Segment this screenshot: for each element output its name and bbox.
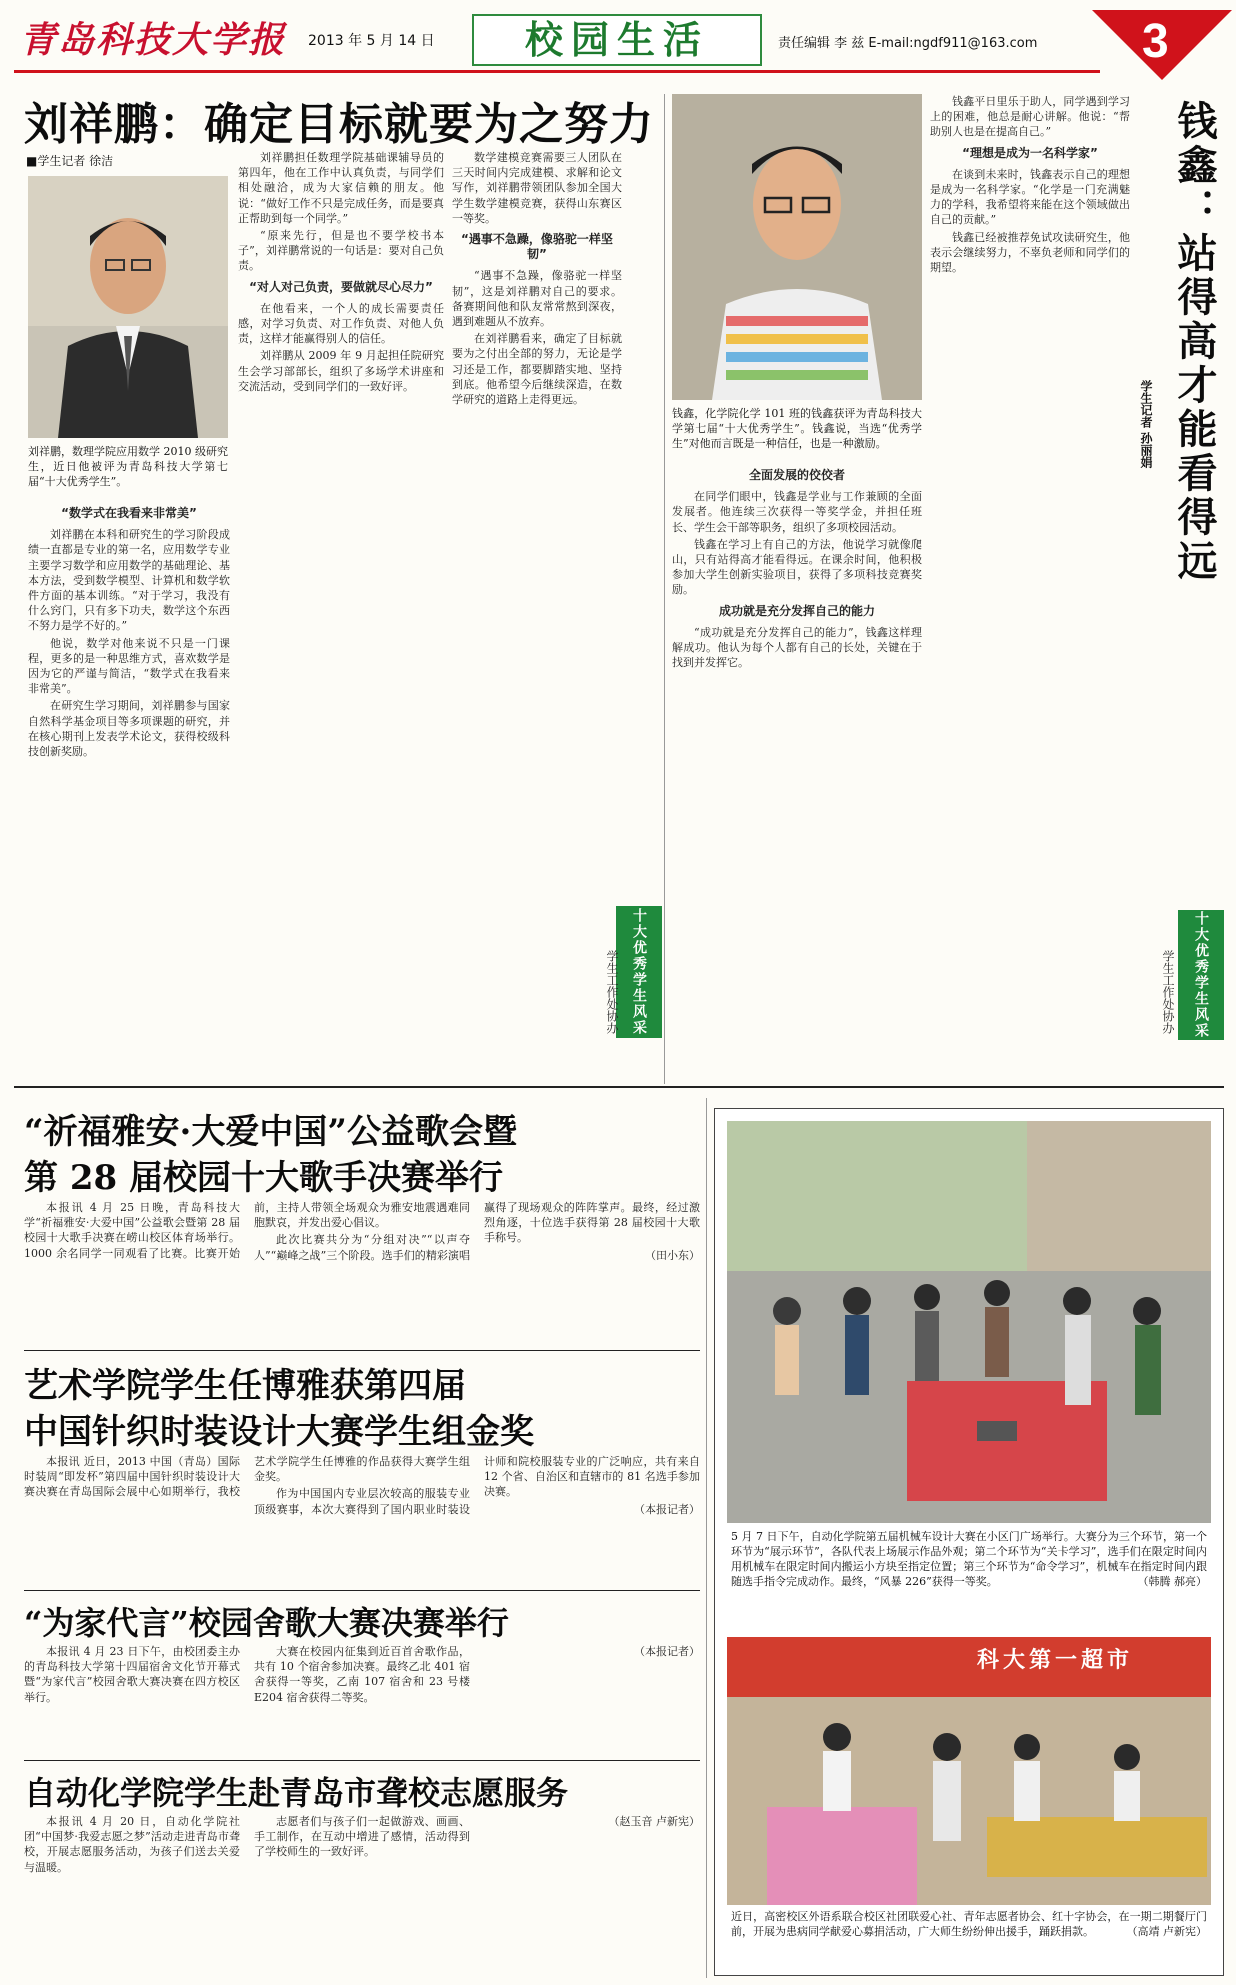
story1-column-3 <box>452 150 622 1072</box>
paragraph: 数学建模竞赛需要三人团队在三天时间内完成建模、求解和论文写作，刘祥鹏带领团队参加全国大学生数学建模竞赛，获得山东赛区一等奖。 <box>452 151 622 225</box>
paragraph: “遇事不急躁，像骆驼一样坚韧”，这是刘祥鹏对自己的要求。备赛期间他和队友常常熬到深夜，遇到难题从不放弃。 <box>452 269 622 329</box>
story4-headline-line2: 中国针织时装设计大赛学生组金奖 <box>24 1412 534 1452</box>
photo-caption-2 <box>731 1909 1207 1971</box>
paragraph: 在他看来，一个人的成长需要责任感，对学习负责、对工作负责、对他人负责，这样才能赢得别人的信任。 <box>238 301 444 346</box>
story1-headline: 刘祥鹏：确定目标就要为之努力 <box>24 99 654 150</box>
editor-info: 责任编辑 李 兹 E-mail:ngdf911@163.com <box>778 36 1038 51</box>
story2-subhead-2: 成功就是充分发挥自己的能力 <box>718 603 875 618</box>
paragraph: 本报讯 近日，2013 中国（青岛）国际时装周“即发杯”第四届中国针织时装设计大赛决赛在青岛国际会展中心如期举行，我校艺术学院学生任博雅的作品获得大赛学生组金奖。 <box>24 1455 470 1499</box>
story1-subhead-2: “对人对己负责，要做就尽心尽力” <box>249 279 433 294</box>
story5-body <box>24 1644 700 1752</box>
supermarket-banner: 科大第一超市 <box>977 1648 1134 1673</box>
paragraph: 作为中国国内专业层次较高的服装专业顶级赛事，本次大赛得到了国内职业时装设计师和院校服装专业的广泛响应，共有来自 12 个省、自治区和直辖市的 81 名选手参加决赛。 <box>254 1455 700 1516</box>
story2-photo-caption: 钱鑫，化学院化学 101 班的钱鑫获评为青岛科技大学第七届“十大优秀学生”。钱鑫说，当选“优秀学生”对他而言既是一种信任，也是一种激励。 <box>672 407 922 450</box>
story4-headline-line1: 艺术学院学生任博雅获第四届 <box>24 1366 466 1406</box>
story-rule <box>24 1760 700 1761</box>
story2-byline: 学生记者 孙丽娟 <box>1139 380 1153 469</box>
story-rule <box>24 1350 700 1351</box>
story2-feature-tag-sub: 学生工作处协办 <box>1161 950 1175 1034</box>
story4-credit: （本报记者） <box>634 1502 700 1516</box>
paragraph: 本报讯 4 月 20 日，自动化学院社团“中国梦·我爱志愿之梦”活动走进青岛市聋校，开展志愿服务活动，为孩子们送去关爱与温暖。 <box>24 1815 240 1874</box>
paragraph: 他说，数学对他来说不只是一门课程，更多的是一种思维方式，喜欢数学是因为它的严谨与简洁，“数学式在我看来非常美”。 <box>28 636 230 696</box>
story2-column-1 <box>672 462 922 1072</box>
paragraph: 志愿者们与孩子们一起做游戏、画画、手工制作，在互动中增进了感情，活动得到了学校师生的一致好评。 <box>254 1815 470 1859</box>
photo-panel <box>714 1108 1224 1976</box>
story2-portrait-photo <box>672 94 922 400</box>
story3-headline-line1: “祈福雅安·大爱中国”公益歌会暨 <box>24 1112 517 1152</box>
story-rule <box>24 1590 700 1591</box>
paragraph: 本报讯 4 月 25 日晚，青岛科技大学“祈福雅安·大爱中国”公益歌会暨第 28 届校园十大歌手决赛在崂山校区体育场举行。1000 余名同学一同观看了比赛。比赛开始前，主持人带领全场观众为雅安地震遇难同胞默哀，并发出爱心倡议。 <box>24 1201 470 1260</box>
paragraph: 本报讯 4 月 23 日下午，由校团委主办的青岛科技大学第十四届宿舍文化节开幕式暨“为家代言”校园舍歌大赛决赛在四方校区举行。 <box>24 1645 240 1704</box>
page-number: 3 <box>1142 15 1169 68</box>
paragraph: “原来先行，但是也不要学校书本子”，刘祥鹏常说的一句话是：要对自己负责。 <box>238 229 444 273</box>
story1-feature-tag-sub: 学生工作处协办 <box>605 950 619 1034</box>
paragraph: 在谈到未来时，钱鑫表示自己的理想是成为一名科学家。“化学是一门充满魅力的学科，我希望将来能在这个领域做出自己的贡献。” <box>930 167 1130 227</box>
charity-donation-photo <box>727 1637 1211 1905</box>
story1-subhead-3: “遇事不急躁，像骆驼一样坚韧” <box>461 232 613 262</box>
issue-date: 2013 年 5 月 14 日 <box>308 33 435 49</box>
story2-subhead-3: “理想是成为一名科学家” <box>962 145 1098 160</box>
story5-credit: （本报记者） <box>634 1645 700 1658</box>
story3-headline-line2: 第 28 届校园十大歌手决赛举行 <box>24 1158 503 1198</box>
story1-subhead-1: “数学式在我看来非常美” <box>61 506 197 520</box>
story1-photo-caption: 刘祥鹏，数理学院应用数学 2010 级研究生，近日他被评为青岛科技大学第七届“十大优秀学生”。 <box>28 445 228 488</box>
column-divider <box>664 94 665 1084</box>
top-rule <box>14 70 1100 73</box>
newspaper-brand: 青岛科技大学报 <box>20 19 287 61</box>
paragraph: 刘祥鹏在本科和研究生的学习阶段成绩一直都是专业的第一名，应用数学专业主要学习数学和应用数学的基础理论、基本方法，受到数学模型、计算机和数学软件方面的基本训练。“对于学习，我没有什么窍门，只有多下功夫，数学这个东西不努力是学不好的。” <box>28 528 230 633</box>
story5-headline: “为家代言”校园舍歌大赛决赛举行 <box>24 1604 509 1642</box>
story2-feature-tag: 十大优秀学生风采 <box>1178 910 1224 1040</box>
paragraph: 在同学们眼中，钱鑫是学业与工作兼顾的全面发展者。他连续三次获得一等奖学金，并担任班长、学生会干部等职务，组织了多项校园活动。 <box>672 490 922 534</box>
paragraph: 钱鑫平日里乐于助人，同学遇到学习上的困难，他总是耐心讲解。他说：“帮助别人也是在提高自己。” <box>930 95 1130 139</box>
paragraph: “成功就是充分发挥自己的能力”，钱鑫这样理解成功。他认为每个人都有自己的长处，关键在于找到并发挥它。 <box>672 625 922 670</box>
story1-column-1 <box>28 500 230 1072</box>
photo-credit-1: （韩腾 郝亮） <box>1137 1575 1207 1588</box>
photo-caption-1 <box>731 1529 1207 1633</box>
story4-body <box>24 1454 700 1582</box>
story1-column-2 <box>238 150 444 1072</box>
masthead <box>0 0 1236 88</box>
robot-car-contest-photo <box>727 1121 1211 1523</box>
paragraph: 大赛在校园内征集到近百首舍歌作品，共有 10 个宿舍参加决赛。最终乙北 401 宿舍获得一等奖，乙南 107 宿舍和 23 号楼 E204 宿舍获得二等奖。 <box>254 1645 470 1704</box>
story3-body <box>24 1200 700 1342</box>
story6-body <box>24 1814 700 1974</box>
story2-column-2 <box>930 94 1130 1072</box>
story2-subhead-1: 全面发展的佼佼者 <box>748 468 845 482</box>
paragraph: 在研究生学习期间，刘祥鹏参与国家自然科学基金项目等多项课题的研究，并在核心期刊上发表学术论文，获得校级科技创新奖励。 <box>28 699 230 759</box>
photo-credit-2: （高靖 卢新宪） <box>1126 1925 1207 1938</box>
paragraph: 此次比赛共分为“分组对决”“以声夺人”“巅峰之战”三个阶段。选手们的精彩演唱赢得了现场观众的阵阵掌声。最终，经过激烈角逐，十位选手获得第 28 届校园十大歌手称号。 <box>254 1201 700 1262</box>
paragraph: 刘祥鹏担任数理学院基础课辅导员的第四年，他在工作中认真负责，与同学们相处融洽，成为大家信赖的朋友。他说：“做好工作不只是完成任务，而是要真正帮助到每一个同学。” <box>238 151 444 225</box>
story6-headline: 自动化学院学生赴青岛市聋校志愿服务 <box>24 1774 569 1812</box>
photo-caption-1-text: 5 月 7 日下午，自动化学院第五届机械车设计大赛在小区门广场举行。大赛分为三个环节，第一个环节为“展示环节”，各队代表上场展示作品外观；第二个环节为“关卡学习”，选手们在限定时间内用机械车在限定时间内搬运小方块至指定位置；第三个环节为“命令学习”，机械车在指定时间内跟随选手指令完成动作。最终，“风暴 226”获得一等奖。 <box>731 1530 1207 1588</box>
section-title: 校园生活 <box>472 14 762 66</box>
story2-headline: 钱鑫：站得高才能看得远 <box>1171 100 1218 584</box>
story1-portrait-photo <box>28 176 228 438</box>
column-divider <box>706 1098 707 1978</box>
paragraph: 在刘祥鹏看来，确定了目标就要为之付出全部的努力，无论是学习还是工作，都要脚踏实地、坚持到底。他希望今后继续深造，在数学研究的道路上走得更远。 <box>452 332 622 407</box>
story1-byline: ■学生记者 徐洁 <box>26 154 114 168</box>
section-rule <box>14 1086 1224 1088</box>
paragraph: 刘祥鹏从 2009 年 9 月起担任院研究生会学习部部长，组织了多场学术讲座和交流活动，受到同学们的一致好评。 <box>238 349 444 393</box>
story3-credit: （田小东） <box>645 1248 700 1262</box>
story1-feature-tag: 十大优秀学生风采 <box>616 906 662 1038</box>
paragraph: 钱鑫已经被推荐免试攻读研究生，他表示会继续努力，不辜负老师和同学们的期望。 <box>930 230 1130 275</box>
photo-caption-2-text: 近日，高密校区外语系联合校区社团联爱心社、青年志愿者协会、红十字协会，在一期二期餐厅门前，开展为患病同学献爱心募捐活动，广大师生纷纷伸出援手，踊跃捐款。 <box>731 1910 1207 1938</box>
story6-credit: （赵玉音 卢新宪） <box>608 1815 700 1828</box>
paragraph: 钱鑫在学习上有自己的方法，他说学习就像爬山，只有站得高才能看得远。在课余时间，他积极参加大学生创新实验项目，获得了多项科技竞赛奖励。 <box>672 537 922 597</box>
